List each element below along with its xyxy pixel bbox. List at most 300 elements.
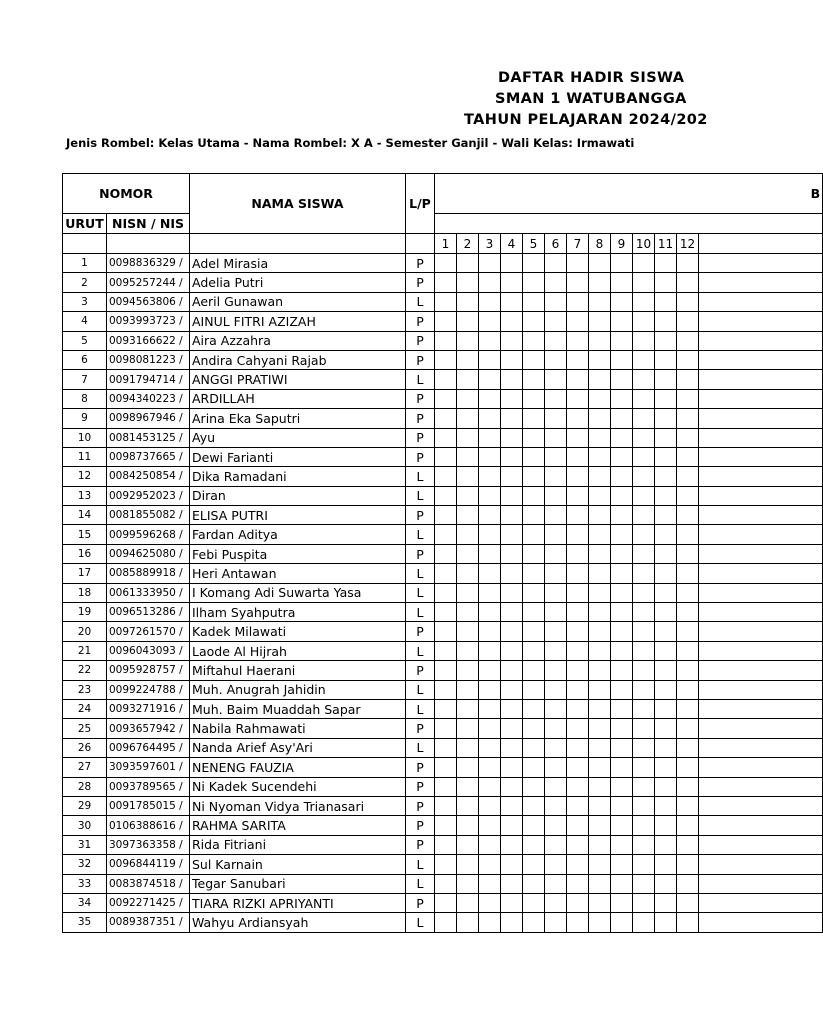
- attendance-cell[interactable]: [545, 622, 567, 641]
- attendance-cell[interactable]: [633, 254, 655, 273]
- attendance-cell[interactable]: [523, 312, 545, 331]
- attendance-cell[interactable]: [611, 409, 633, 428]
- attendance-cell[interactable]: [589, 893, 611, 912]
- attendance-cell[interactable]: [545, 796, 567, 815]
- attendance-cell[interactable]: [435, 622, 457, 641]
- attendance-cell[interactable]: [545, 738, 567, 757]
- attendance-cell[interactable]: [699, 680, 823, 699]
- attendance-cell[interactable]: [457, 603, 479, 622]
- attendance-cell[interactable]: [501, 525, 523, 544]
- attendance-cell[interactable]: [545, 312, 567, 331]
- attendance-cell[interactable]: [611, 816, 633, 835]
- attendance-cell[interactable]: [655, 447, 677, 466]
- attendance-cell[interactable]: [699, 641, 823, 660]
- attendance-cell[interactable]: [545, 816, 567, 835]
- attendance-cell[interactable]: [589, 506, 611, 525]
- attendance-cell[interactable]: [611, 428, 633, 447]
- attendance-cell[interactable]: [457, 758, 479, 777]
- attendance-cell[interactable]: [655, 486, 677, 505]
- attendance-cell[interactable]: [523, 583, 545, 602]
- attendance-cell[interactable]: [457, 874, 479, 893]
- attendance-cell[interactable]: [677, 447, 699, 466]
- attendance-cell[interactable]: [699, 564, 823, 583]
- attendance-cell[interactable]: [523, 506, 545, 525]
- attendance-cell[interactable]: [699, 719, 823, 738]
- attendance-cell[interactable]: [699, 777, 823, 796]
- attendance-cell[interactable]: [677, 370, 699, 389]
- attendance-cell[interactable]: [545, 544, 567, 563]
- attendance-cell[interactable]: [589, 409, 611, 428]
- attendance-cell[interactable]: [677, 428, 699, 447]
- attendance-cell[interactable]: [611, 680, 633, 699]
- attendance-cell[interactable]: [677, 893, 699, 912]
- attendance-cell[interactable]: [677, 855, 699, 874]
- attendance-cell[interactable]: [523, 525, 545, 544]
- attendance-cell[interactable]: [655, 564, 677, 583]
- attendance-cell[interactable]: [567, 622, 589, 641]
- attendance-cell[interactable]: [699, 467, 823, 486]
- attendance-cell[interactable]: [589, 447, 611, 466]
- attendance-cell[interactable]: [611, 564, 633, 583]
- attendance-cell[interactable]: [567, 913, 589, 932]
- attendance-cell[interactable]: [479, 719, 501, 738]
- attendance-cell[interactable]: [545, 486, 567, 505]
- attendance-cell[interactable]: [501, 254, 523, 273]
- attendance-cell[interactable]: [589, 312, 611, 331]
- attendance-cell[interactable]: [655, 913, 677, 932]
- attendance-cell[interactable]: [677, 292, 699, 311]
- attendance-cell[interactable]: [523, 428, 545, 447]
- attendance-cell[interactable]: [479, 273, 501, 292]
- attendance-cell[interactable]: [633, 544, 655, 563]
- attendance-cell[interactable]: [677, 350, 699, 369]
- attendance-cell[interactable]: [699, 525, 823, 544]
- attendance-cell[interactable]: [523, 777, 545, 796]
- attendance-cell[interactable]: [677, 525, 699, 544]
- attendance-cell[interactable]: [567, 409, 589, 428]
- attendance-cell[interactable]: [567, 738, 589, 757]
- attendance-cell[interactable]: [567, 525, 589, 544]
- attendance-cell[interactable]: [545, 292, 567, 311]
- attendance-cell[interactable]: [479, 874, 501, 893]
- attendance-cell[interactable]: [523, 738, 545, 757]
- attendance-cell[interactable]: [567, 447, 589, 466]
- attendance-cell[interactable]: [589, 680, 611, 699]
- attendance-cell[interactable]: [589, 641, 611, 660]
- attendance-cell[interactable]: [545, 331, 567, 350]
- attendance-cell[interactable]: [611, 719, 633, 738]
- attendance-cell[interactable]: [435, 447, 457, 466]
- attendance-cell[interactable]: [545, 874, 567, 893]
- attendance-cell[interactable]: [633, 893, 655, 912]
- attendance-cell[interactable]: [677, 680, 699, 699]
- attendance-cell[interactable]: [545, 525, 567, 544]
- attendance-cell[interactable]: [545, 370, 567, 389]
- attendance-cell[interactable]: [457, 641, 479, 660]
- attendance-cell[interactable]: [655, 699, 677, 718]
- attendance-cell[interactable]: [633, 913, 655, 932]
- attendance-cell[interactable]: [457, 525, 479, 544]
- attendance-cell[interactable]: [479, 331, 501, 350]
- attendance-cell[interactable]: [545, 273, 567, 292]
- attendance-cell[interactable]: [435, 506, 457, 525]
- attendance-cell[interactable]: [523, 874, 545, 893]
- attendance-cell[interactable]: [523, 835, 545, 854]
- attendance-cell[interactable]: [655, 312, 677, 331]
- attendance-cell[interactable]: [655, 855, 677, 874]
- attendance-cell[interactable]: [457, 331, 479, 350]
- attendance-cell[interactable]: [523, 913, 545, 932]
- attendance-cell[interactable]: [655, 467, 677, 486]
- attendance-cell[interactable]: [435, 835, 457, 854]
- attendance-cell[interactable]: [655, 273, 677, 292]
- attendance-cell[interactable]: [523, 564, 545, 583]
- attendance-cell[interactable]: [699, 622, 823, 641]
- attendance-cell[interactable]: [677, 719, 699, 738]
- attendance-cell[interactable]: [633, 603, 655, 622]
- attendance-cell[interactable]: [655, 389, 677, 408]
- attendance-cell[interactable]: [545, 583, 567, 602]
- attendance-cell[interactable]: [611, 506, 633, 525]
- attendance-cell[interactable]: [611, 544, 633, 563]
- attendance-cell[interactable]: [545, 467, 567, 486]
- attendance-cell[interactable]: [501, 486, 523, 505]
- attendance-cell[interactable]: [457, 447, 479, 466]
- attendance-cell[interactable]: [655, 603, 677, 622]
- attendance-cell[interactable]: [501, 661, 523, 680]
- attendance-cell[interactable]: [633, 777, 655, 796]
- attendance-cell[interactable]: [633, 641, 655, 660]
- attendance-cell[interactable]: [479, 467, 501, 486]
- attendance-cell[interactable]: [501, 428, 523, 447]
- attendance-cell[interactable]: [589, 273, 611, 292]
- attendance-cell[interactable]: [435, 564, 457, 583]
- attendance-cell[interactable]: [523, 254, 545, 273]
- attendance-cell[interactable]: [633, 796, 655, 815]
- attendance-cell[interactable]: [435, 893, 457, 912]
- attendance-cell[interactable]: [699, 913, 823, 932]
- attendance-cell[interactable]: [655, 816, 677, 835]
- attendance-cell[interactable]: [545, 719, 567, 738]
- attendance-cell[interactable]: [501, 409, 523, 428]
- attendance-cell[interactable]: [479, 738, 501, 757]
- attendance-cell[interactable]: [479, 583, 501, 602]
- attendance-cell[interactable]: [633, 583, 655, 602]
- attendance-cell[interactable]: [677, 254, 699, 273]
- attendance-cell[interactable]: [589, 331, 611, 350]
- attendance-cell[interactable]: [523, 370, 545, 389]
- attendance-cell[interactable]: [457, 564, 479, 583]
- attendance-cell[interactable]: [633, 447, 655, 466]
- attendance-cell[interactable]: [479, 544, 501, 563]
- attendance-cell[interactable]: [435, 312, 457, 331]
- attendance-cell[interactable]: [523, 855, 545, 874]
- attendance-cell[interactable]: [435, 796, 457, 815]
- attendance-cell[interactable]: [567, 796, 589, 815]
- attendance-cell[interactable]: [611, 893, 633, 912]
- attendance-cell[interactable]: [501, 583, 523, 602]
- attendance-cell[interactable]: [633, 874, 655, 893]
- attendance-cell[interactable]: [457, 486, 479, 505]
- attendance-cell[interactable]: [523, 622, 545, 641]
- attendance-cell[interactable]: [501, 777, 523, 796]
- attendance-cell[interactable]: [655, 409, 677, 428]
- attendance-cell[interactable]: [677, 273, 699, 292]
- attendance-cell[interactable]: [567, 758, 589, 777]
- attendance-cell[interactable]: [633, 738, 655, 757]
- attendance-cell[interactable]: [677, 699, 699, 718]
- attendance-cell[interactable]: [435, 389, 457, 408]
- attendance-cell[interactable]: [457, 389, 479, 408]
- attendance-cell[interactable]: [479, 796, 501, 815]
- attendance-cell[interactable]: [501, 603, 523, 622]
- attendance-cell[interactable]: [633, 622, 655, 641]
- attendance-cell[interactable]: [567, 350, 589, 369]
- attendance-cell[interactable]: [655, 622, 677, 641]
- attendance-cell[interactable]: [479, 486, 501, 505]
- attendance-cell[interactable]: [655, 350, 677, 369]
- attendance-cell[interactable]: [699, 893, 823, 912]
- attendance-cell[interactable]: [611, 738, 633, 757]
- attendance-cell[interactable]: [523, 816, 545, 835]
- attendance-cell[interactable]: [457, 409, 479, 428]
- attendance-cell[interactable]: [589, 583, 611, 602]
- attendance-cell[interactable]: [567, 777, 589, 796]
- attendance-cell[interactable]: [435, 350, 457, 369]
- attendance-cell[interactable]: [567, 855, 589, 874]
- attendance-cell[interactable]: [677, 835, 699, 854]
- attendance-cell[interactable]: [523, 719, 545, 738]
- attendance-cell[interactable]: [611, 622, 633, 641]
- attendance-cell[interactable]: [567, 564, 589, 583]
- attendance-cell[interactable]: [435, 874, 457, 893]
- attendance-cell[interactable]: [677, 796, 699, 815]
- attendance-cell[interactable]: [479, 661, 501, 680]
- attendance-cell[interactable]: [589, 738, 611, 757]
- attendance-cell[interactable]: [435, 680, 457, 699]
- attendance-cell[interactable]: [699, 331, 823, 350]
- attendance-cell[interactable]: [501, 835, 523, 854]
- attendance-cell[interactable]: [567, 428, 589, 447]
- attendance-cell[interactable]: [479, 428, 501, 447]
- attendance-cell[interactable]: [523, 544, 545, 563]
- attendance-cell[interactable]: [611, 331, 633, 350]
- attendance-cell[interactable]: [523, 467, 545, 486]
- attendance-cell[interactable]: [699, 506, 823, 525]
- attendance-cell[interactable]: [435, 699, 457, 718]
- attendance-cell[interactable]: [457, 273, 479, 292]
- attendance-cell[interactable]: [501, 622, 523, 641]
- attendance-cell[interactable]: [611, 389, 633, 408]
- attendance-cell[interactable]: [545, 913, 567, 932]
- attendance-cell[interactable]: [435, 603, 457, 622]
- attendance-cell[interactable]: [567, 680, 589, 699]
- attendance-cell[interactable]: [611, 350, 633, 369]
- attendance-cell[interactable]: [677, 874, 699, 893]
- attendance-cell[interactable]: [501, 350, 523, 369]
- attendance-cell[interactable]: [655, 506, 677, 525]
- attendance-cell[interactable]: [523, 641, 545, 660]
- attendance-cell[interactable]: [523, 447, 545, 466]
- attendance-cell[interactable]: [435, 292, 457, 311]
- attendance-cell[interactable]: [523, 661, 545, 680]
- attendance-cell[interactable]: [611, 467, 633, 486]
- attendance-cell[interactable]: [545, 254, 567, 273]
- attendance-cell[interactable]: [501, 699, 523, 718]
- attendance-cell[interactable]: [501, 641, 523, 660]
- attendance-cell[interactable]: [435, 467, 457, 486]
- attendance-cell[interactable]: [589, 428, 611, 447]
- attendance-cell[interactable]: [699, 699, 823, 718]
- attendance-cell[interactable]: [545, 680, 567, 699]
- attendance-cell[interactable]: [457, 719, 479, 738]
- attendance-cell[interactable]: [567, 641, 589, 660]
- attendance-cell[interactable]: [523, 680, 545, 699]
- attendance-cell[interactable]: [589, 564, 611, 583]
- attendance-cell[interactable]: [523, 796, 545, 815]
- attendance-cell[interactable]: [567, 816, 589, 835]
- attendance-cell[interactable]: [545, 661, 567, 680]
- attendance-cell[interactable]: [611, 855, 633, 874]
- attendance-cell[interactable]: [501, 312, 523, 331]
- attendance-cell[interactable]: [567, 835, 589, 854]
- attendance-cell[interactable]: [545, 777, 567, 796]
- attendance-cell[interactable]: [589, 370, 611, 389]
- attendance-cell[interactable]: [611, 583, 633, 602]
- attendance-cell[interactable]: [589, 350, 611, 369]
- attendance-cell[interactable]: [589, 758, 611, 777]
- attendance-cell[interactable]: [545, 409, 567, 428]
- attendance-cell[interactable]: [567, 603, 589, 622]
- attendance-cell[interactable]: [655, 525, 677, 544]
- attendance-cell[interactable]: [699, 816, 823, 835]
- attendance-cell[interactable]: [457, 254, 479, 273]
- attendance-cell[interactable]: [567, 544, 589, 563]
- attendance-cell[interactable]: [567, 583, 589, 602]
- attendance-cell[interactable]: [611, 641, 633, 660]
- attendance-cell[interactable]: [699, 758, 823, 777]
- attendance-cell[interactable]: [479, 409, 501, 428]
- attendance-cell[interactable]: [589, 486, 611, 505]
- attendance-cell[interactable]: [435, 816, 457, 835]
- attendance-cell[interactable]: [677, 603, 699, 622]
- attendance-cell[interactable]: [589, 544, 611, 563]
- attendance-cell[interactable]: [699, 292, 823, 311]
- attendance-cell[interactable]: [611, 777, 633, 796]
- attendance-cell[interactable]: [655, 758, 677, 777]
- attendance-cell[interactable]: [633, 292, 655, 311]
- attendance-cell[interactable]: [677, 661, 699, 680]
- attendance-cell[interactable]: [523, 758, 545, 777]
- attendance-cell[interactable]: [633, 486, 655, 505]
- attendance-cell[interactable]: [633, 331, 655, 350]
- attendance-cell[interactable]: [479, 680, 501, 699]
- attendance-cell[interactable]: [655, 796, 677, 815]
- attendance-cell[interactable]: [611, 661, 633, 680]
- attendance-cell[interactable]: [699, 273, 823, 292]
- attendance-cell[interactable]: [655, 893, 677, 912]
- attendance-cell[interactable]: [655, 254, 677, 273]
- attendance-cell[interactable]: [699, 835, 823, 854]
- attendance-cell[interactable]: [677, 777, 699, 796]
- attendance-cell[interactable]: [545, 428, 567, 447]
- attendance-cell[interactable]: [523, 893, 545, 912]
- attendance-cell[interactable]: [699, 544, 823, 563]
- attendance-cell[interactable]: [457, 796, 479, 815]
- attendance-cell[interactable]: [633, 506, 655, 525]
- attendance-cell[interactable]: [633, 758, 655, 777]
- attendance-cell[interactable]: [699, 409, 823, 428]
- attendance-cell[interactable]: [567, 699, 589, 718]
- attendance-cell[interactable]: [457, 680, 479, 699]
- attendance-cell[interactable]: [699, 738, 823, 757]
- attendance-cell[interactable]: [611, 486, 633, 505]
- attendance-cell[interactable]: [501, 370, 523, 389]
- attendance-cell[interactable]: [501, 680, 523, 699]
- attendance-cell[interactable]: [523, 331, 545, 350]
- attendance-cell[interactable]: [479, 447, 501, 466]
- attendance-cell[interactable]: [457, 506, 479, 525]
- attendance-cell[interactable]: [501, 447, 523, 466]
- attendance-cell[interactable]: [435, 855, 457, 874]
- attendance-cell[interactable]: [567, 254, 589, 273]
- attendance-cell[interactable]: [479, 254, 501, 273]
- attendance-cell[interactable]: [677, 758, 699, 777]
- attendance-cell[interactable]: [655, 641, 677, 660]
- attendance-cell[interactable]: [589, 835, 611, 854]
- attendance-cell[interactable]: [435, 777, 457, 796]
- attendance-cell[interactable]: [545, 893, 567, 912]
- attendance-cell[interactable]: [523, 409, 545, 428]
- attendance-cell[interactable]: [655, 370, 677, 389]
- attendance-cell[interactable]: [655, 874, 677, 893]
- attendance-cell[interactable]: [501, 758, 523, 777]
- attendance-cell[interactable]: [589, 796, 611, 815]
- attendance-cell[interactable]: [699, 661, 823, 680]
- attendance-cell[interactable]: [567, 661, 589, 680]
- attendance-cell[interactable]: [545, 835, 567, 854]
- attendance-cell[interactable]: [655, 835, 677, 854]
- attendance-cell[interactable]: [435, 428, 457, 447]
- attendance-cell[interactable]: [501, 506, 523, 525]
- attendance-cell[interactable]: [435, 486, 457, 505]
- attendance-cell[interactable]: [677, 564, 699, 583]
- attendance-cell[interactable]: [435, 273, 457, 292]
- attendance-cell[interactable]: [545, 641, 567, 660]
- attendance-cell[interactable]: [501, 816, 523, 835]
- attendance-cell[interactable]: [611, 913, 633, 932]
- attendance-cell[interactable]: [589, 254, 611, 273]
- attendance-cell[interactable]: [545, 447, 567, 466]
- attendance-cell[interactable]: [435, 254, 457, 273]
- attendance-cell[interactable]: [435, 641, 457, 660]
- attendance-cell[interactable]: [435, 738, 457, 757]
- attendance-cell[interactable]: [655, 292, 677, 311]
- attendance-cell[interactable]: [633, 525, 655, 544]
- attendance-cell[interactable]: [435, 409, 457, 428]
- attendance-cell[interactable]: [699, 796, 823, 815]
- attendance-cell[interactable]: [655, 777, 677, 796]
- attendance-cell[interactable]: [479, 758, 501, 777]
- attendance-cell[interactable]: [677, 622, 699, 641]
- attendance-cell[interactable]: [545, 350, 567, 369]
- attendance-cell[interactable]: [589, 603, 611, 622]
- attendance-cell[interactable]: [435, 544, 457, 563]
- attendance-cell[interactable]: [457, 835, 479, 854]
- attendance-cell[interactable]: [457, 350, 479, 369]
- attendance-cell[interactable]: [589, 292, 611, 311]
- attendance-cell[interactable]: [479, 622, 501, 641]
